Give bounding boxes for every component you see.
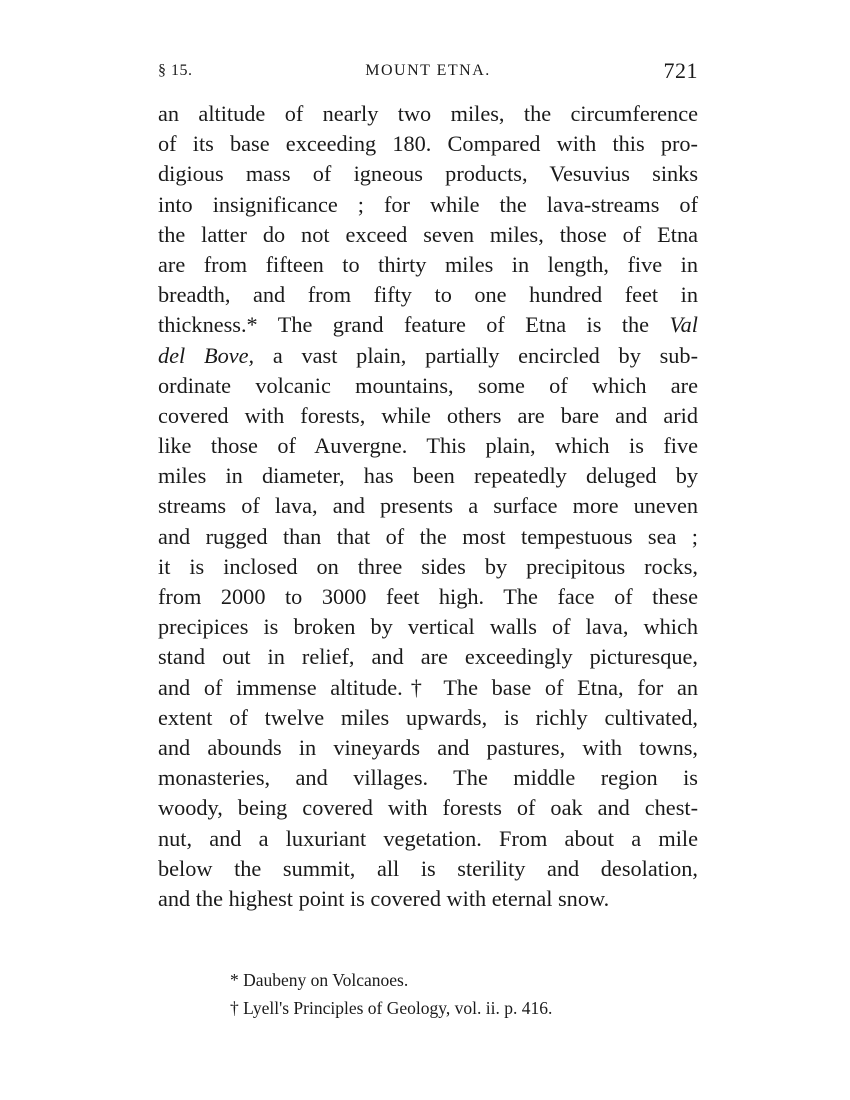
text-segment: are from fifteen to thirty miles in length, five in [158,251,698,277]
text-line [158,190,698,220]
text-segment: below the summit, all is sterility and desolation, [158,855,698,881]
text-segment: stand out in relief, and are exceedingly picturesque, [158,644,698,670]
text-segment: breadth, and from fifty to one hundred feet in [158,282,698,308]
text-segment: woody, being covered with forests of oak and chest- [158,795,698,821]
text-line [158,884,698,914]
text-segment: thickness.* The grand feature of Etna is the [158,312,670,338]
italic-text: del Bove, [158,342,255,368]
text-line [158,733,698,763]
footnote: * Daubeny on Volcanoes. [230,970,409,990]
text-line [158,703,698,733]
text-line [158,310,698,340]
text-line [158,401,698,431]
text-segment: monasteries, and villages. The middle region is [158,765,698,791]
footnotes [230,966,690,1022]
text-segment: and rugged than that of the most tempestuous sea ; [158,523,698,549]
text-segment: extent of twelve miles upwards, is richly cultivated, [158,704,698,730]
text-line [158,159,698,189]
text-line [158,431,698,461]
text-segment: streams of lava, and presents a surface more uneven [158,493,698,519]
text-line [158,280,698,310]
text-segment: the latter do not exceed seven miles, those of Etna [158,221,698,247]
page-number: 721 [663,58,698,83]
text-line [158,250,698,280]
running-title: MOUNT ETNA. [365,62,491,79]
text-segment: digious mass of igneous products, Vesuvius sinks [158,161,698,187]
text-segment: into insignificance ; for while the lava-streams of [158,191,698,217]
text-segment: it is inclosed on three sides by precipitous rocks, [158,553,698,579]
text-segment: precipices is broken by vertical walls of lava, which [158,614,698,640]
text-line [158,824,698,854]
text-segment: of its base exceeding 180. Compared with this pro- [158,131,698,157]
text-line [158,612,698,642]
text-line [158,673,698,703]
text-segment: and of immense altitude.† The base of Etna, for an [158,674,698,700]
text-segment: a vast plain, partially encircled by sub- [254,342,698,368]
text-line [158,582,698,612]
section-marker: § 15. [158,62,193,79]
text-segment: ordinate volcanic mountains, some of which are [158,372,698,398]
text-line [158,461,698,491]
footnote: † Lyell's Principles of Geology, vol. ii. p. 416. [230,998,553,1018]
text-segment: an altitude of nearly two miles, the circumference [158,101,698,126]
text-line [158,491,698,521]
text-segment: like those of Auvergne. This plain, which is five [158,433,698,459]
text-line [158,522,698,552]
text-line [158,763,698,793]
text-line [158,129,698,159]
text-segment: and the highest point is covered with eternal snow. [158,885,610,911]
text-line [158,341,698,371]
text-segment: from 2000 to 3000 feet high. The face of these [158,584,698,609]
text-segment: nut, and a luxuriant vegetation. From about a mile [158,825,698,851]
text-line [158,854,698,884]
text-line [158,642,698,672]
text-segment: miles in diameter, has been repeatedly deluged by [158,463,698,489]
text-line [158,220,698,250]
body-paragraph [158,99,698,914]
text-line [158,793,698,823]
text-segment: and abounds in vineyards and pastures, with towns, [158,734,698,760]
text-segment: covered with forests, while others are bare and arid [158,402,698,428]
running-header [158,58,698,90]
text-line [158,99,698,129]
text-line [158,371,698,401]
text-line [158,552,698,582]
italic-text: Val [669,312,698,338]
